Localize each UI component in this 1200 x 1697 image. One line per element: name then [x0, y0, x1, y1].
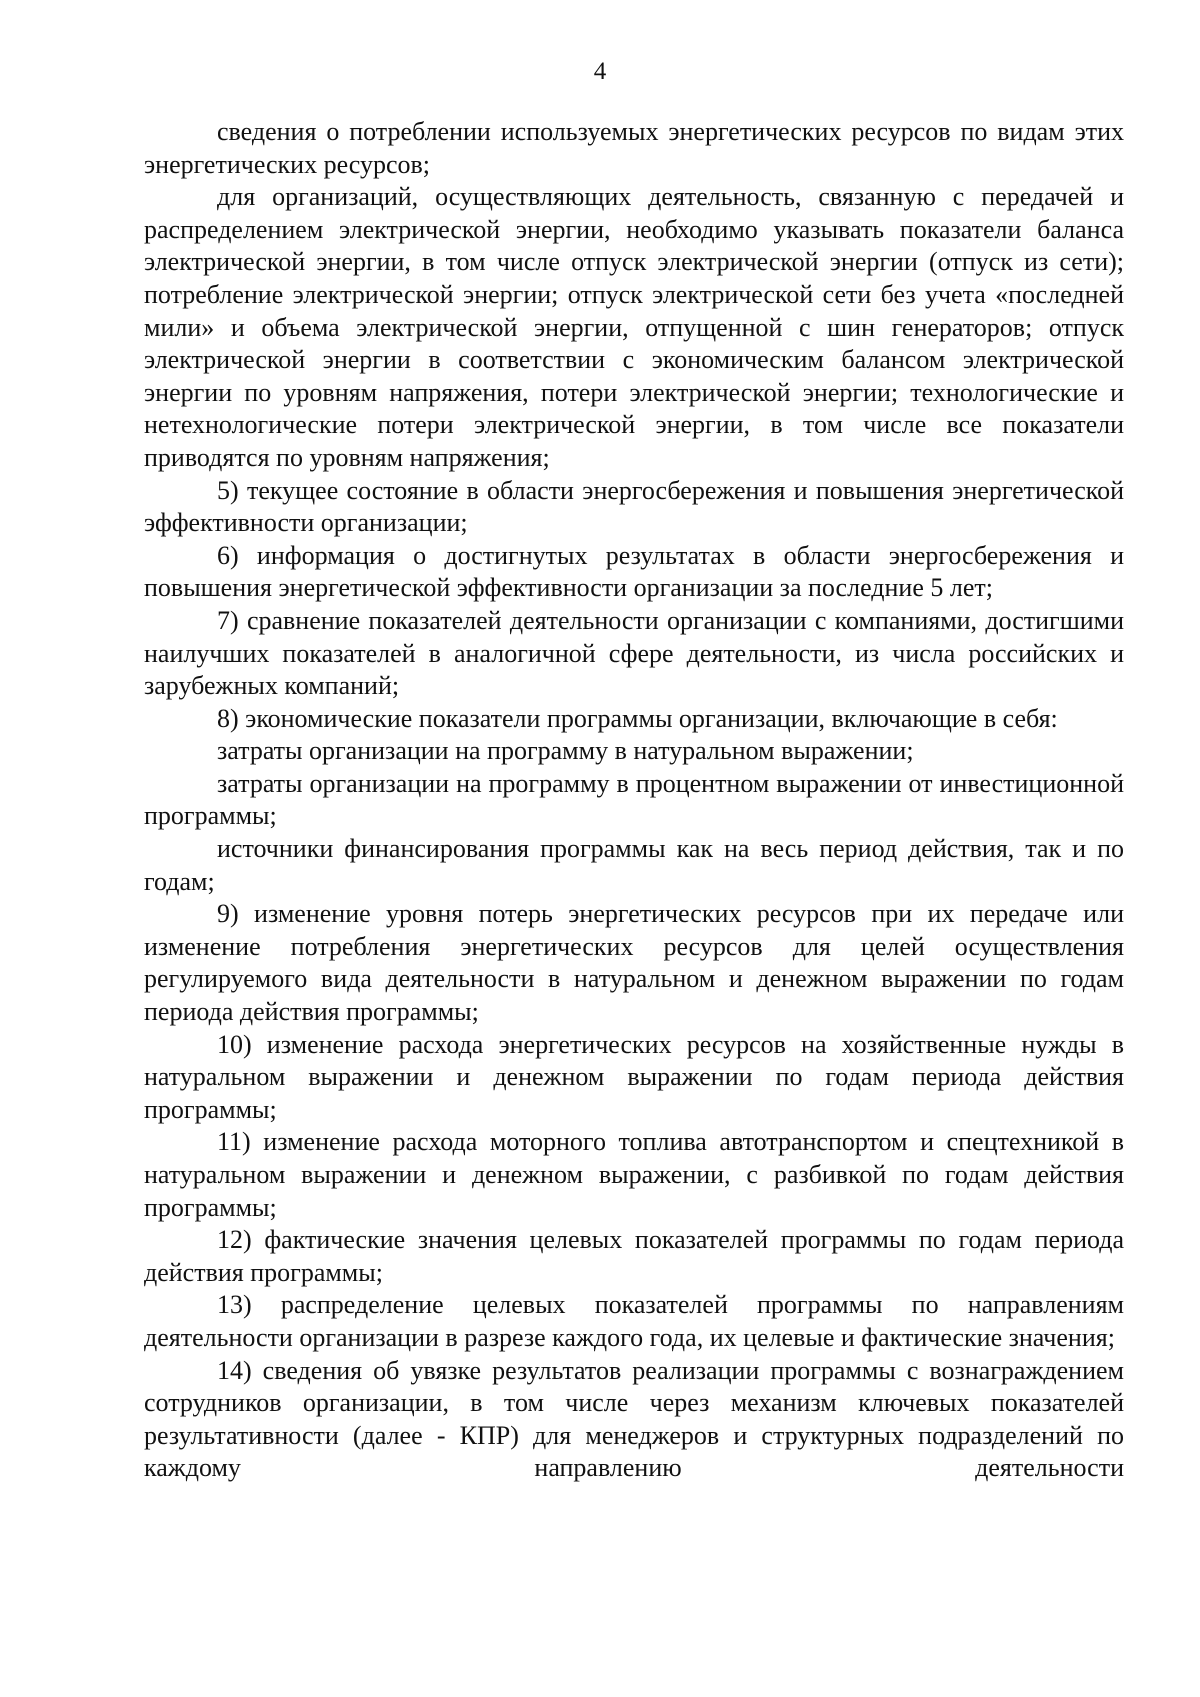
page-number: 4 [593, 58, 607, 85]
paragraph-consumption-info: сведения о потреблении используемых энергетических ресурсов по видам этих энергетических ресурсов; [144, 117, 1124, 179]
paragraph-item-9: 9) изменение уровня потерь энергетических ресурсов при их передаче или изменение потребления энергетических ресурсов для целей осуществления регулируемого вида деятельности в натуральном и денежном выражении по годам периода действия программы; [144, 899, 1124, 1027]
paragraph-item-5: 5) текущее состояние в области энергосбережения и повышения энергетической эффективности организации; [144, 475, 1124, 538]
paragraph-item-13: 13) распределение целевых показателей программы по направлениям деятельности организации в разрезе каждого года, их целевые и фактические значения; [144, 1290, 1124, 1352]
paragraph-funding-sources: источники финансирования программы как на весь период действия, так и по годам; [144, 834, 1124, 896]
paragraph-electricity-balance: для организаций, осуществляющих деятельность, связанную с передачей и распределением электрической энергии, необходимо указывать показатели баланса электрической энергии, в том числе отпуск электрической энергии (отпуск из сети); потребление электрической энергии; отпуск электрической сети без учета «последней мили» и объема электрической энергии, отпущенной с шин генераторов; отпуск электрической энергии в соответствии с экономическим балансом электрической энергии по уровням напряжения, потери электрической энергии; технологические и нетехнологические потери электрической энергии, в том числе все показатели приводятся по уровням напряжения; [144, 182, 1124, 472]
paragraph-item-8: 8) экономические показатели программы организации, включающие в себя: [217, 703, 1058, 733]
paragraph-costs-percent: затраты организации на программу в процентном выражении от инвестиционной программы; [144, 768, 1124, 831]
paragraph-item-7: 7) сравнение показателей деятельности организации с компаниями, достигшими наилучших показателей в аналогичной сфере деятельности, из числа российских и зарубежных компаний; [144, 605, 1124, 701]
paragraph-item-6: 6) информация о достигнутых результатах в области энергосбережения и повышения энергетической эффективности организации за последние 5 лет; [144, 540, 1124, 603]
paragraph-costs-natural: затраты организации на программу в натуральном выражении; [217, 736, 914, 766]
document-body [144, 116, 1124, 1485]
paragraph-item-12: 12) фактические значения целевых показателей программы по годам периода действия программы; [144, 1225, 1124, 1287]
paragraph-item-10: 10) изменение расхода энергетических ресурсов на хозяйственные нужды в натуральном выражении и денежном выражении по годам периода действия программы; [144, 1029, 1124, 1124]
paragraph-item-11: 11) изменение расхода моторного топлива автотранспортом и спецтехникой в натуральном выражении и денежном выражении, с разбивкой по годам действия программы; [144, 1127, 1124, 1222]
paragraph-item-14: 14) сведения об увязке результатов реализации программы с вознаграждением сотрудников организации, в том числе через механизм ключевых показателей результативности (далее - КПР) для менеджеров и структурных подразделений по каждому направлению деятельности [144, 1355, 1124, 1483]
